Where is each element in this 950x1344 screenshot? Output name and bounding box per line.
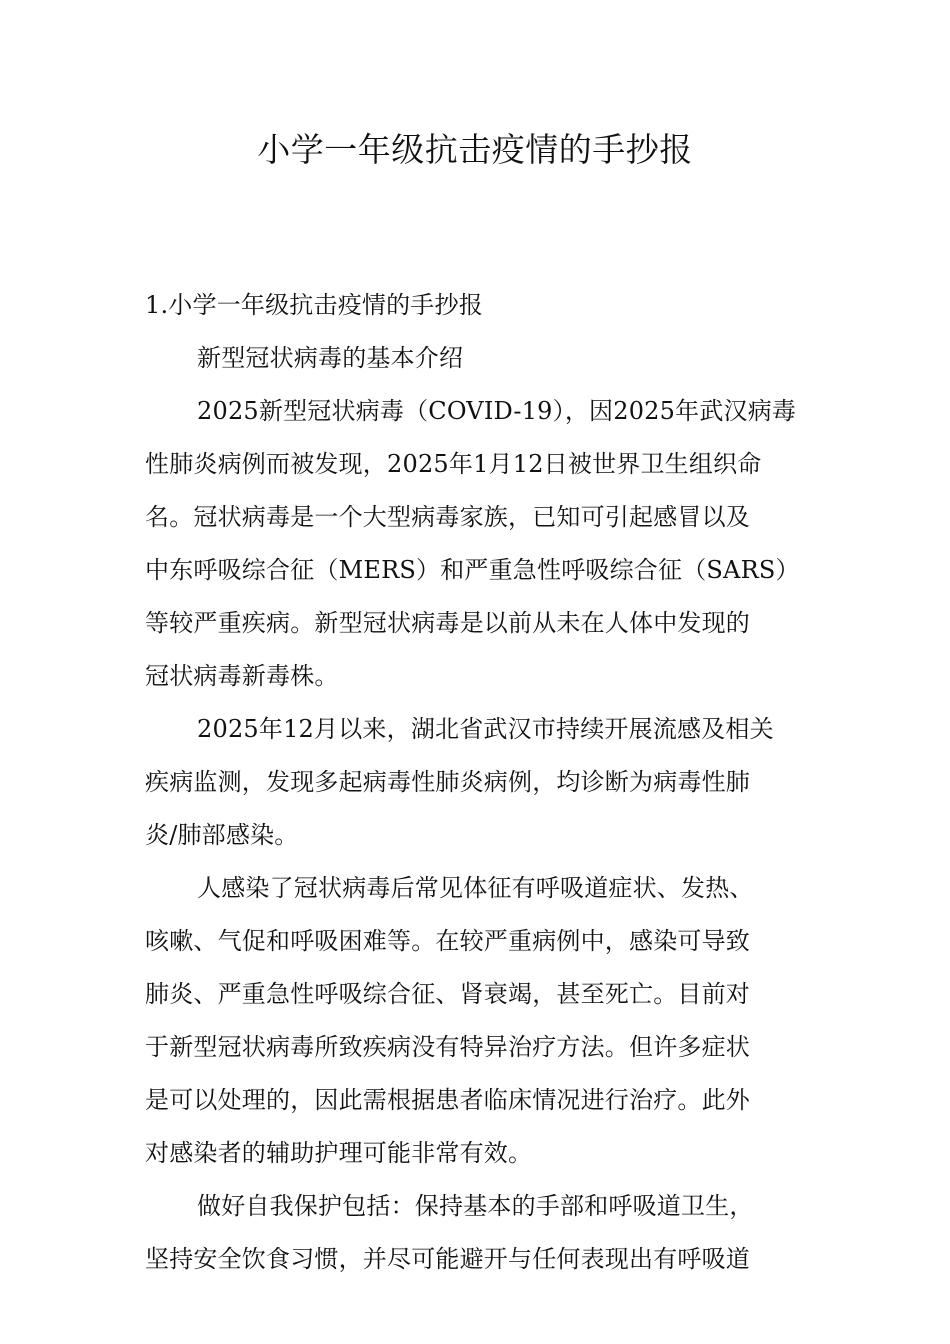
paragraph-line: 于新型冠状病毒所致疾病没有特异治疗方法。但许多症状: [145, 1033, 750, 1061]
paragraph-line: 是可以处理的，因此需根据患者临床情况进行治疗。此外: [145, 1086, 750, 1114]
paragraph-line: 中东呼吸综合征（MERS）和严重急性呼吸综合征（SARS）: [145, 556, 800, 584]
paragraph-line: 疾病监测，发现多起病毒性肺炎病例，均诊断为病毒性肺: [145, 768, 750, 796]
paragraph-line: 炎/肺部感染。: [145, 821, 299, 849]
paragraph-line: 等较严重疾病。新型冠状病毒是以前从未在人体中发现的: [145, 609, 750, 637]
document-title: 小学一年级抗击疫情的手抄报: [257, 130, 693, 169]
document-body: [145, 279, 807, 1286]
section-heading: 1.小学一年级抗击疫情的手抄报: [145, 291, 483, 319]
paragraph-line: 咳嗽、气促和呼吸困难等。在较严重病例中，感染可导致: [145, 927, 750, 955]
paragraph-line: 名。冠状病毒是一个大型病毒家族，已知可引起感冒以及: [145, 503, 750, 531]
paragraph-line: 人感染了冠状病毒后常见体征有呼吸道症状、发热、: [197, 874, 754, 902]
paragraph-line: 对感染者的辅助护理可能非常有效。: [145, 1139, 533, 1167]
paragraph-line: 性肺炎病例而被发现，2025年1月12日被世界卫生组织命: [145, 450, 762, 478]
paragraph-line: 2025年12月以来，湖北省武汉市持续开展流感及相关: [197, 715, 774, 743]
paragraph-line: 做好自我保护包括：保持基本的手部和呼吸道卫生，: [197, 1192, 754, 1220]
paragraph-line: 肺炎、严重急性呼吸综合征、肾衰竭，甚至死亡。目前对: [145, 980, 750, 1008]
paragraph-line: 2025新型冠状病毒（COVID-19），因2025年武汉病毒: [197, 397, 797, 425]
subheading: 新型冠状病毒的基本介绍: [197, 344, 464, 372]
paragraph-line: 坚持安全饮食习惯，并尽可能避开与任何表现出有呼吸道: [145, 1245, 750, 1273]
paragraph-line: 冠状病毒新毒株。: [145, 662, 339, 690]
